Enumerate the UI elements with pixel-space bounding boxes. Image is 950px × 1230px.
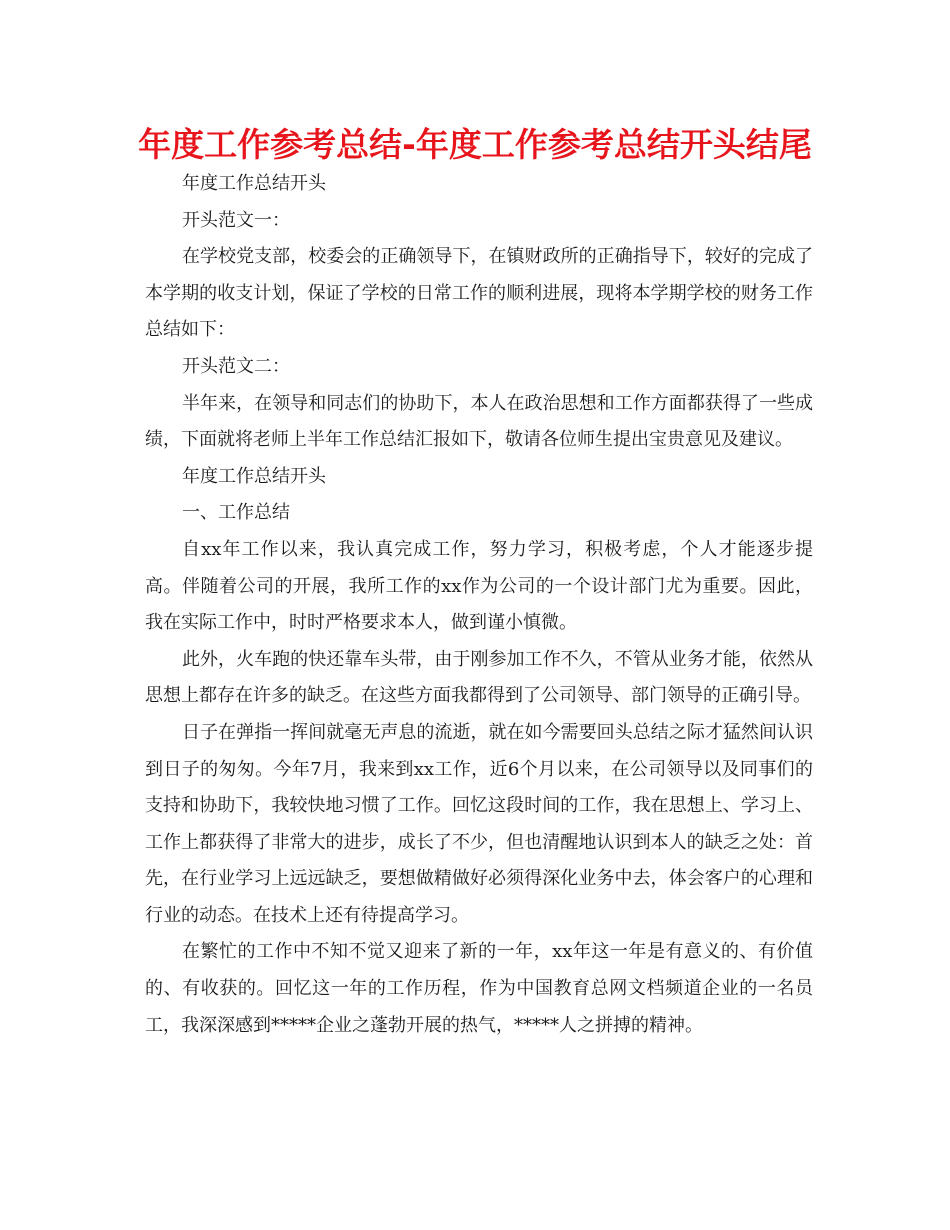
document-body [145, 166, 813, 1044]
paragraph-body-4: 在繁忙的工作中不知不觉又迎来了新的一年，xx年这一年是有意义的、有价值的、有收获的。回忆这一年的工作历程，作为中国教育总网文档频道企业的一名员工，我深深感到*****企业之蓬勃开展的热气，*****人之拼搏的精神。 [145, 941, 813, 1036]
paragraph-sample-two: 半年来，在领导和同志们的协助下，本人在政治思想和工作方面都获得了一些成绩，下面就将老师上半年工作总结汇报如下，敬请各位师生提出宝贵意见及建议。 [145, 392, 813, 451]
paragraph-sample-one-label: 开头范文一： [182, 209, 290, 231]
paragraph-sample-two-label: 开头范文二： [182, 355, 290, 377]
paragraph-heading-opening-2: 年度工作总结开头 [182, 465, 326, 487]
paragraph-section-heading: 一、工作总结 [182, 502, 290, 524]
paragraph-heading-opening: 年度工作总结开头 [182, 173, 326, 194]
paragraph-body-1: 自xx年工作以来，我认真完成工作，努力学习，积极考虑，个人才能逐步提高。伴随着公司的开展，我所工作的xx作为公司的一个设计部门尤为重要。因此，我在实际工作中，时时严格要求本人，做到谨小慎微。 [145, 538, 813, 634]
paragraph-body-3: 日子在弹指一挥间就毫无声息的流逝，就在如今需要回头总结之际才猛然间认识到日子的匆匆。今年7月，我来到xx工作，近6个月以来，在公司领导以及同事们的支持和协助下，我较快地习惯了工作。回忆这段时间的工作，我在思想上、学习上、工作上都获得了非常大的进步，成长了不少，但也清醒地认识到本人的缺乏之处：首先，在行业学习上远远缺乏，要想做精做好必须得深化业务中去，体会客户的心理和行业的动态。在技术上还有待提高学习。 [145, 721, 813, 926]
paragraph-sample-one: 在学校党支部，校委会的正确领导下，在镇财政所的正确指导下，较好的完成了本学期的收支计划，保证了学校的日常工作的顺利进展，现将本学期学校的财务工作总结如下： [145, 246, 813, 341]
paragraph-body-2: 此外，火车跑的快还靠车头带，由于刚参加工作不久，不管从业务才能，依然从思想上都存在许多的缺乏。在这些方面我都得到了公司领导、部门领导的正确引导。 [145, 648, 813, 707]
document-title: 年度工作参考总结-年度工作参考总结开头结尾 [138, 125, 812, 164]
